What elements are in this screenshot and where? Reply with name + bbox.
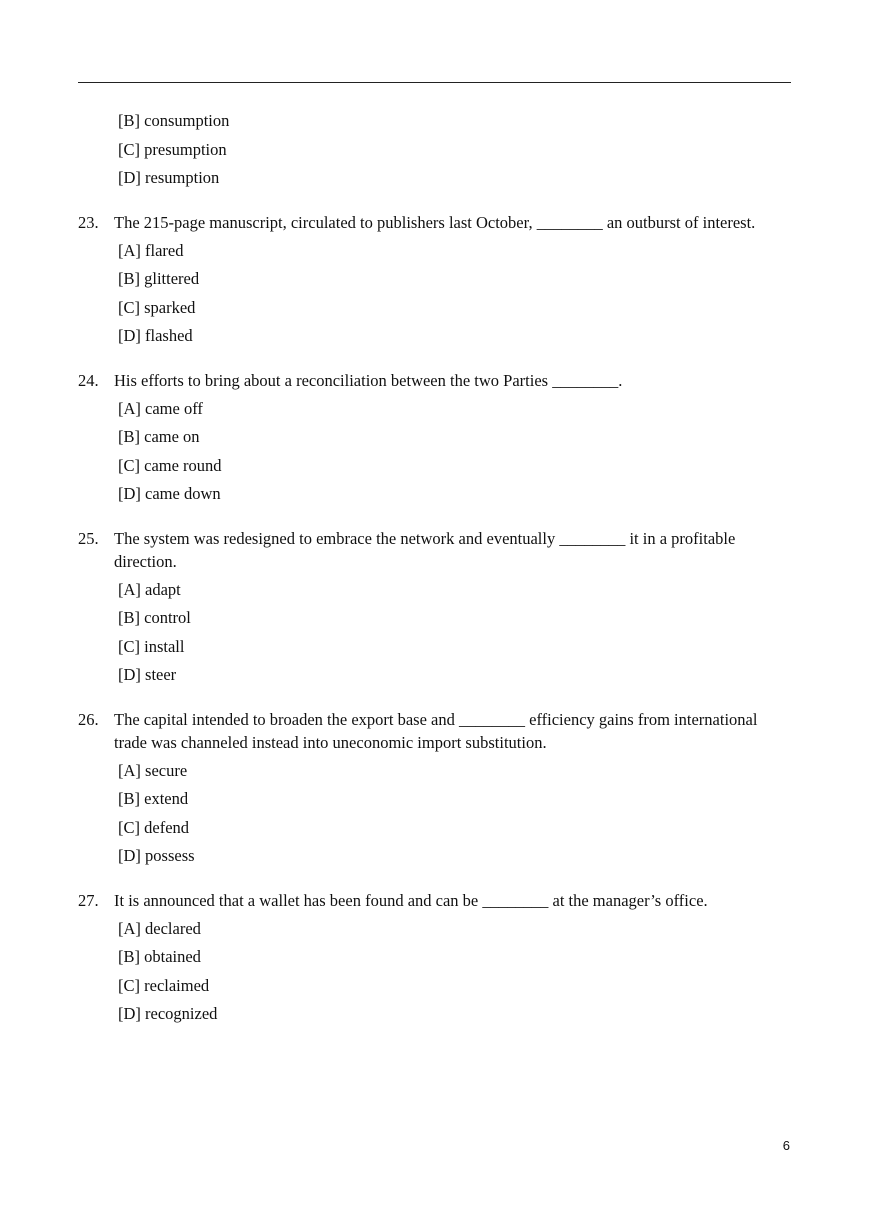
option: [B] extend <box>118 789 189 808</box>
question-23 <box>78 211 791 353</box>
options-list <box>78 397 791 511</box>
options-list <box>78 578 791 692</box>
option: [C] reclaimed <box>118 975 210 995</box>
option: [D] resumption <box>118 168 220 187</box>
option: [C] came round <box>118 455 222 475</box>
question-number: 27. <box>78 890 99 910</box>
option: [A] came off <box>118 398 203 418</box>
option: [B] came on <box>118 427 200 446</box>
option: [A] secure <box>118 760 188 780</box>
option: [B] glittered <box>118 269 200 288</box>
document-body <box>78 109 791 1031</box>
option: [A] declared <box>118 918 201 938</box>
question-24 <box>78 369 791 511</box>
option: [D] recognized <box>118 1004 218 1023</box>
question-stem: The system was redesigned to embrace the network and eventually ________ it in a profitable direction. <box>114 528 736 571</box>
option: [C] sparked <box>118 297 196 317</box>
question-number: 25. <box>78 528 99 548</box>
option: [D] steer <box>118 665 177 684</box>
question-number: 26. <box>78 709 99 729</box>
option: [A] flared <box>118 240 184 260</box>
option: [B] control <box>118 608 191 627</box>
question-stem: The 215-page manuscript, circulated to publishers last October, ________ an outburst of interest. <box>114 212 756 232</box>
question-27 <box>78 889 791 1031</box>
option: [A] adapt <box>118 579 181 599</box>
options-list <box>78 759 791 873</box>
option: [B] obtained <box>118 947 201 966</box>
option: [B] consumption <box>118 111 230 130</box>
page-number: 6 <box>782 1138 790 1153</box>
question-stem: It is announced that a wallet has been found and can be ________ at the manager’s office. <box>114 890 708 910</box>
question-26 <box>78 708 791 873</box>
question-number: 24. <box>78 370 99 390</box>
options-list <box>78 917 791 1031</box>
option: [C] install <box>118 636 185 656</box>
question-stem: His efforts to bring about a reconciliation between the two Parties ________. <box>114 370 623 390</box>
option: [D] possess <box>118 846 195 865</box>
question-stem: The capital intended to broaden the export base and ________ efficiency gains from international trade was channeled instead into uneconomic import substitution. <box>114 709 758 752</box>
option: [C] presumption <box>118 139 227 159</box>
option: [D] flashed <box>118 326 193 345</box>
question-25 <box>78 527 791 692</box>
option: [D] came down <box>118 484 221 503</box>
header-rule <box>78 82 791 83</box>
continued-options <box>78 109 791 195</box>
option: [C] defend <box>118 817 190 837</box>
options-list <box>78 239 791 353</box>
question-number: 23. <box>78 212 99 232</box>
